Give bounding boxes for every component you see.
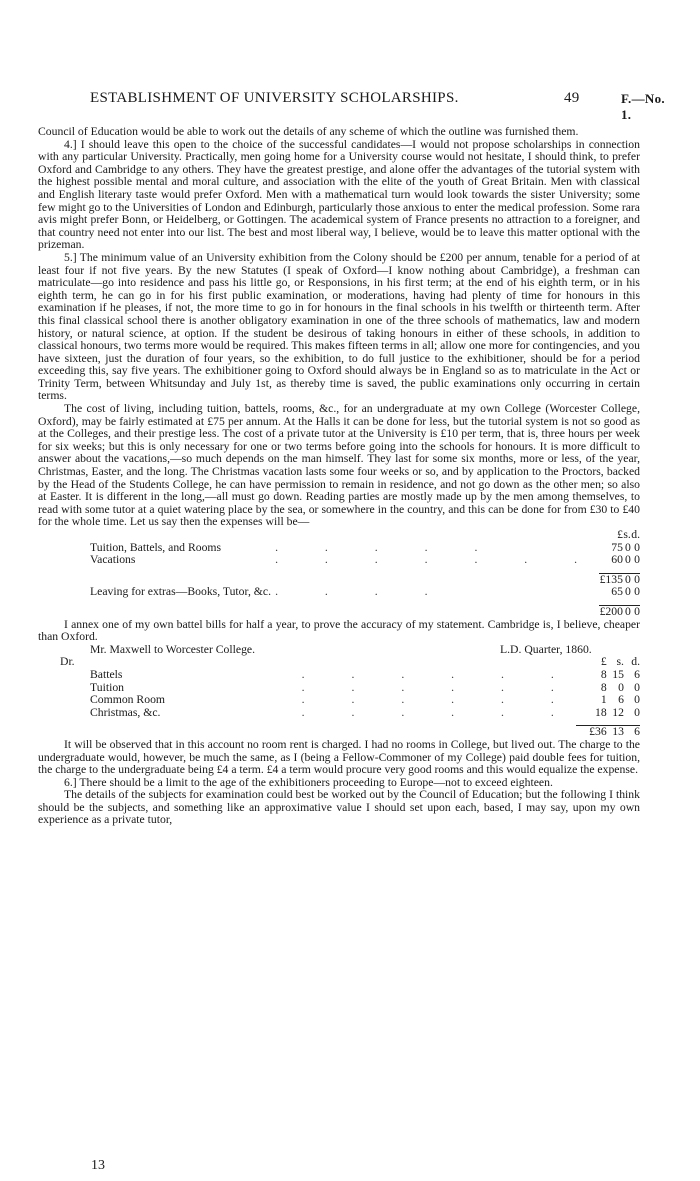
body-text xyxy=(38,126,640,827)
signature-mark: 13 xyxy=(91,1158,105,1173)
paragraph: The cost of living, including tuition, battels, rooms, &c., for an undergraduate at my own College (Worcester College, Oxford), may be fairly estimated at £75 per annum. At the Halls it can be done for less, but the tutorial system is not so good as at the Colleges, and their prestige less. The cost of a private tutor at the University is £10 per term, that is, three hours per week for six weeks; but this is only necessary for one or two terms before going into the schools for honours. It is more difficult to answer about the vacations,—so much depends on the man himself. They last for some six months, more or less, of the year, Christmas, Easter, and the long. The Christmas vacation lasts some four weeks or so, and by application to the Proctors, backed by the Head of the Students College, he can have permission to remain in residence, and not go down as the other men; so also at Easter. It is different in the long,—all must go down. Reading parties are mostly made up by the men among themselves, to read with some tutor at a quiet watering place by the sea, or somewhere in the country, and this can be done for from £30 to £40 for the whole time. Let us say then the expenses will be— xyxy=(38,402,640,529)
battel-row: Common Room . . . . . . 1 6 0 xyxy=(90,693,640,707)
paragraph: I annex one of my own battel bills for half a year, to prove the accuracy of my statement. Cambridge is, I believe, cheaper than Oxford. xyxy=(38,617,640,644)
debit-label: Dr. xyxy=(60,655,75,669)
battel-bill-header xyxy=(90,644,650,657)
battel-row: Tuition . . . . . . 8 0 0 xyxy=(90,680,640,694)
battel-row: Battels . . . . . . 8 15 6 xyxy=(90,667,640,681)
expenses-table xyxy=(38,529,640,619)
running-title: ESTABLISHMENT OF UNIVERSITY SCHOLARSHIPS. xyxy=(90,90,459,106)
paragraph: It will be observed that in this account no room rent is charged. I had no rooms in College, but lived out. The charge to the undergraduate would, however, be much the same, as I (being a Fellow-Commoner of my College) paid double fees for tuition, the charge to the undergraduate being £4 a term. £4 a term would procure very good rooms and this would equalize the expense. xyxy=(38,737,640,777)
expense-row: Vacations . . . . . . . 60 0 0 xyxy=(90,553,640,567)
bill-addressee: Mr. Maxwell to Worcester College. xyxy=(90,642,256,656)
expenses-header-row xyxy=(38,529,640,542)
bill-quarter: L.D. Quarter, 1860. xyxy=(500,642,592,656)
shillings-header: s. xyxy=(616,655,624,669)
paragraph: 5.] The minimum value of an University exhibition from the Colony should be £200 per annum, tenable for a period of at least four if not five years. By the new Statutes (I speak of Oxford—I know nothing about Cambridge), a freshman can matriculate—go into residence and pass his little go, or Responsions, in his first term; at the end of his eighth term, or in his eighth term, he can go in for his first public examination, or moderations, having had plenty of time for honours in this examination if he pleases, if not, the more time to go in for honours in the final schools in his twelfth or thirteenth term. After this final classical school there is another obligatory examination in one of the three schools of mathematics, law and modern history, or natural science, at option. If the student be desirous of taking honours in either of these schools, in addition to classical honours, two terms more would be required. This makes fifteen terms in all; allow one more for contingencies, and you have sixteen, just the duration of four years, so the exhibition, to do full justice to the exhibitioner, should be for a period exceeding this, say five years. The exhibitioner going to Oxford should always be in England so as to matriculate in the Act or Trinity Term, between Whitsunday and July 1st, as thereby time is saved, the public examinations only occurring in certain terms. xyxy=(38,250,640,403)
expense-row: Leaving for extras—Books, Tutor, &c. . . . . 65 0 0 xyxy=(90,585,640,599)
page-number: 49 xyxy=(564,90,580,106)
battel-row: Christmas, &c. . . . . . . 18 12 0 xyxy=(90,705,640,719)
paragraph: 4.] I should leave this open to the choice of the successful candidates—I would not propose scholarships in connection with any particular University. Practically, men going home for a University course would not hesitate, I should think, to prefer Oxford and Cambridge to any others. They have the greatest prestige, and alone offer the advantages of the tutorial system with the highest possible mental and moral culture, and association with the elite of the youth of Great Britain. Men with classical and English literary taste would prefer Oxford. Men with a mathematical turn would look towards the sister University; some few might go to the Universities of London and Edinburgh, particularly those anxious to enter the medical profession. Some rara avis might prefer Bonn, or Heidelberg, or Gottingen. The academical system of France presents no attraction to a foreigner, and that country need not enter into our list. The best and most liberal way, I believe, would be to leave this matter optional with the prizeman. xyxy=(38,137,640,252)
page-header xyxy=(38,90,674,122)
battel-total-row: £36 13 6 xyxy=(38,726,640,739)
paragraph: The details of the subjects for examination could best be worked out by the Council of Education; but the following I think should be the subjects, and something like an approximative value I should set upon each, based, I may say, upon my own experience as a private tutor, xyxy=(38,788,640,827)
expense-subtotal-row: £135 0 0 xyxy=(599,572,640,586)
pence-header: d. xyxy=(631,655,640,669)
paragraph: Council of Education would be able to work out the details of any scheme of which the outline was furnished them. xyxy=(38,125,579,138)
paragraph: 6.] There should be a limit to the age of the exhibitioners proceeding to Europe—not to exceed eighteen. xyxy=(64,775,553,789)
expense-total-row: £200 0 0 xyxy=(599,604,640,618)
shillings-header: s. xyxy=(623,528,631,541)
pounds-header: £ xyxy=(617,528,623,541)
paper-reference: F.—No. 1. xyxy=(621,91,665,122)
pence-header: d. xyxy=(631,528,640,541)
battel-bill-table xyxy=(38,656,640,739)
expense-row: Tuition, Battels, and Rooms . . . . . 75 0 0 xyxy=(90,540,640,554)
pounds-header: £ xyxy=(600,655,607,669)
